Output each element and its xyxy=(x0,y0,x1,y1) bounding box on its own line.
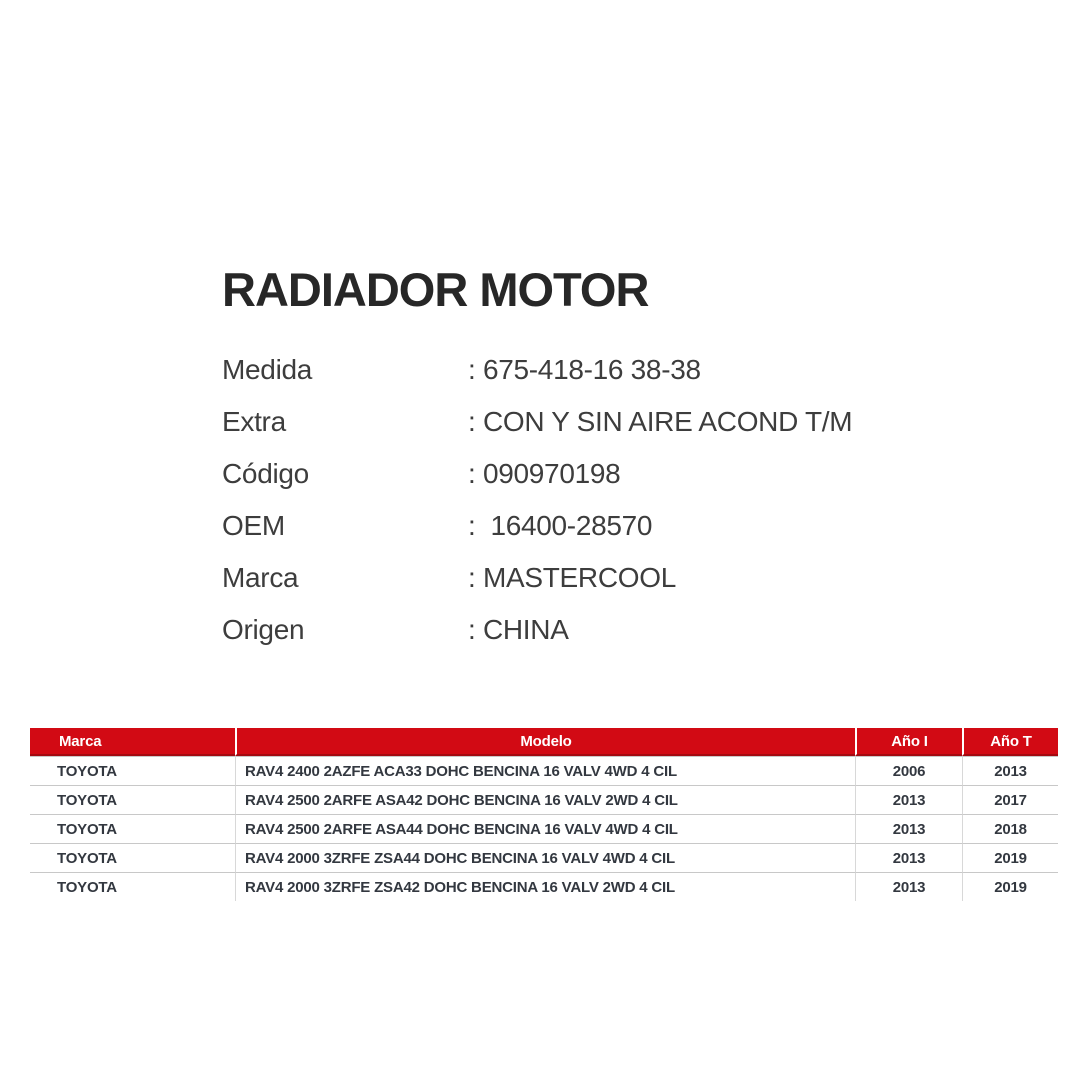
table-row xyxy=(30,814,1058,843)
spec-label: Extra xyxy=(222,406,286,437)
spec-label: Código xyxy=(222,458,309,489)
applications-table-header xyxy=(30,728,1058,756)
spec-label: Origen xyxy=(222,614,305,645)
cell-marca: TOYOTA xyxy=(30,756,235,785)
table-row xyxy=(30,785,1058,814)
spec-row-medida xyxy=(222,344,852,396)
spec-value: : 16400-28570 xyxy=(468,510,653,541)
cell-marca: TOYOTA xyxy=(30,785,235,814)
cell-ano-t: 2013 xyxy=(962,756,1058,785)
spec-row-marca xyxy=(222,552,852,604)
spec-label: Marca xyxy=(222,562,299,593)
cell-ano-t: 2018 xyxy=(962,814,1058,843)
spec-row-oem xyxy=(222,500,852,552)
cell-modelo: RAV4 2000 3ZRFE ZSA44 DOHC BENCINA 16 VALV 4WD 4 CIL xyxy=(235,843,855,872)
column-header-marca: Marca xyxy=(30,728,235,756)
spec-value: : 090970198 xyxy=(468,458,621,489)
cell-ano-t: 2019 xyxy=(962,872,1058,901)
header-row xyxy=(30,728,1058,756)
spec-value: : CON Y SIN AIRE ACOND T/M xyxy=(468,406,853,437)
cell-marca: TOYOTA xyxy=(30,872,235,901)
spec-row-codigo xyxy=(222,448,852,500)
applications-table-body xyxy=(30,756,1058,901)
cell-ano-i: 2006 xyxy=(855,756,962,785)
column-header-ano-t: Año T xyxy=(962,728,1058,756)
cell-marca: TOYOTA xyxy=(30,843,235,872)
spec-value: : CHINA xyxy=(468,614,569,645)
page-title: RADIADOR MOTOR xyxy=(222,263,649,316)
table-row xyxy=(30,872,1058,901)
table-row xyxy=(30,843,1058,872)
spec-row-origen xyxy=(222,604,852,656)
spec-label: Medida xyxy=(222,354,313,385)
spec-value: : MASTERCOOL xyxy=(468,562,676,593)
spec-value: : 675-418-16 38-38 xyxy=(468,354,701,385)
spec-label: OEM xyxy=(222,510,285,541)
spec-row-extra xyxy=(222,396,852,448)
column-header-modelo: Modelo xyxy=(235,728,855,756)
cell-modelo: RAV4 2000 3ZRFE ZSA42 DOHC BENCINA 16 VALV 2WD 4 CIL xyxy=(235,872,855,901)
applications-table xyxy=(30,728,1058,901)
cell-ano-i: 2013 xyxy=(855,843,962,872)
cell-modelo: RAV4 2400 2AZFE ACA33 DOHC BENCINA 16 VALV 4WD 4 CIL xyxy=(235,756,855,785)
cell-ano-t: 2017 xyxy=(962,785,1058,814)
cell-marca: TOYOTA xyxy=(30,814,235,843)
spec-list xyxy=(222,344,852,656)
cell-modelo: RAV4 2500 2ARFE ASA42 DOHC BENCINA 16 VALV 2WD 4 CIL xyxy=(235,785,855,814)
table-row xyxy=(30,756,1058,785)
cell-ano-t: 2019 xyxy=(962,843,1058,872)
cell-ano-i: 2013 xyxy=(855,814,962,843)
cell-ano-i: 2013 xyxy=(855,785,962,814)
cell-modelo: RAV4 2500 2ARFE ASA44 DOHC BENCINA 16 VALV 4WD 4 CIL xyxy=(235,814,855,843)
column-header-ano-i: Año I xyxy=(855,728,962,756)
cell-ano-i: 2013 xyxy=(855,872,962,901)
